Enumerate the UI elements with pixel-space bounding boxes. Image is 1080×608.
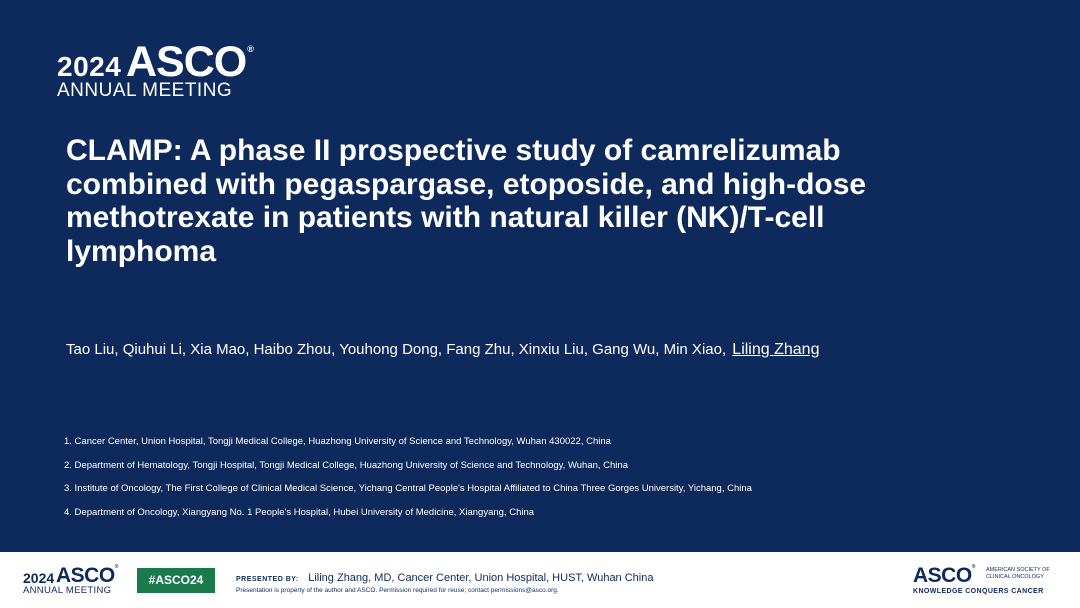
society-logo-brand xyxy=(913,564,975,588)
presented-by xyxy=(236,568,653,586)
society-tagline: KNOWLEDGE CONQUERS CANCER xyxy=(913,588,1044,595)
affiliation-item: 2. Department of Hematology, Tongji Hospital, Tongji Medical College, Huazhong University of Science and Technology, Wuhan, China xyxy=(64,459,628,471)
society-logo-registered-mark: ® xyxy=(971,564,975,570)
presented-by-label: PRESENTED BY: xyxy=(236,576,299,583)
affiliation-item: 4. Department of Oncology, Xiangyang No. 1 People's Hospital, Hubei University of Medicine, Xiangyang, China xyxy=(64,506,535,518)
affiliation-item: 3. Institute of Oncology, The First College of Clinical Medical Science, Yichang Central People's Hospital Affiliated to China Three Gorges University, Yichang, China xyxy=(64,483,752,494)
society-name-line1: AMERICAN SOCIETY OF xyxy=(986,567,1050,573)
society-logo-brand-text: ASCO xyxy=(913,564,972,587)
affiliation-item: 1. Cancer Center, Union Hospital, Tongji Medical College, Huazhong University of Science and Technology, Wuhan 430022, China xyxy=(64,436,611,447)
society-name-line2: CLINICAL ONCOLOGY xyxy=(986,574,1044,580)
footer-logo-year: 2024 xyxy=(23,570,55,586)
logo-year: 2024 xyxy=(57,51,122,82)
author-list xyxy=(66,341,819,359)
permission-notice: Presentation is property of the author and ASCO. Permission required for reuse; contact permissions@asco.org. xyxy=(236,587,559,594)
footer-logo-subtitle: ANNUAL MEETING xyxy=(23,585,112,596)
presentation-title: CLAMP: A phase II prospective study of camrelizumab combined with pegaspargase, etoposide, and high-dose methotrexate in patients with natural killer (NK)/T-cell lymphoma xyxy=(66,134,867,268)
footer-bar xyxy=(0,552,1080,608)
hashtag-badge: #ASCO24 xyxy=(137,568,215,593)
presenter-info: Liling Zhang, MD, Cancer Center, Union Hospital, HUST, Wuhan China xyxy=(308,572,654,584)
footer-logo-registered-mark: ® xyxy=(114,564,118,570)
society-name xyxy=(986,567,1061,581)
logo-subtitle: ANNUAL MEETING xyxy=(57,80,233,101)
authors-text: Tao Liu, Qiuhui Li, Xia Mao, Haibo Zhou, Youhong Dong, Fang Zhu, Xinxiu Liu, Gang Wu, Min Xiao, xyxy=(66,341,727,358)
logo-brand-text: ASCO xyxy=(126,38,247,86)
affiliations xyxy=(64,436,752,530)
logo-registered-mark: ® xyxy=(247,44,253,54)
presenting-author: Liling Zhang xyxy=(732,341,820,358)
footer-logo-brand-text: ASCO xyxy=(56,564,115,587)
